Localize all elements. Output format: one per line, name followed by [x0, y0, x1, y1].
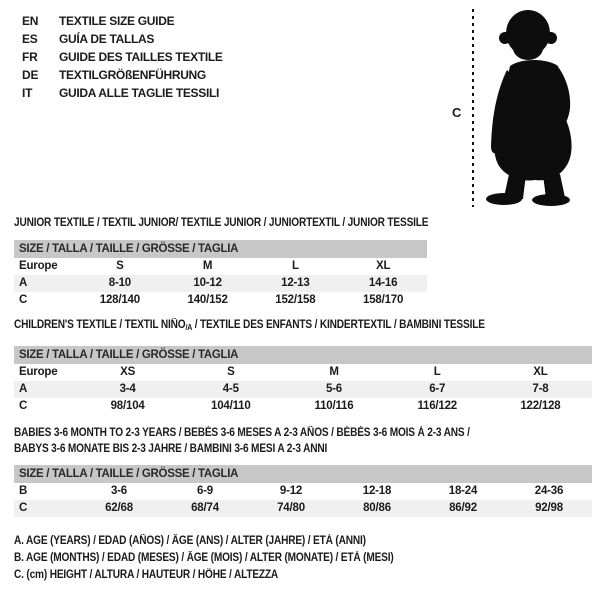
legend: [14, 533, 445, 584]
size-cell: XS: [120, 366, 136, 378]
size-cell: 104/110: [211, 400, 251, 412]
row-label: C: [19, 502, 28, 514]
size-cell: 158/170: [363, 294, 404, 306]
row-label: Europe: [19, 366, 58, 378]
babies-size-table: [14, 465, 592, 517]
size-cell: 92/98: [535, 502, 563, 514]
size-cell: 14-16: [368, 277, 398, 289]
language-code: DE: [22, 68, 39, 82]
size-cell: S: [227, 366, 235, 378]
language-code: EN: [22, 14, 39, 28]
children-size-table: [14, 346, 592, 415]
legend-line-b: B. AGE (MONTHS) / EDAD (MESES) / ÂGE (MOIS) / ALTER (MONATE) / ETÀ (MESI): [14, 552, 394, 564]
size-cell: 6-9: [196, 485, 214, 497]
size-cell: 7-8: [532, 383, 549, 395]
size-cell: 116/122: [417, 400, 457, 412]
size-cell: 8-10: [108, 277, 131, 289]
height-label-c: C: [452, 105, 462, 120]
table-row-europe: [14, 258, 427, 275]
size-cell: 122/128: [520, 400, 561, 412]
toddler-silhouette-image: [477, 6, 593, 206]
children-title-subscript: /A: [185, 323, 193, 332]
size-cell: 9-12: [279, 485, 303, 497]
size-cell: 86/92: [449, 502, 477, 514]
junior-size-table: [14, 240, 427, 309]
size-cell: 152/158: [275, 294, 316, 306]
height-measure-dashed-line: [471, 9, 475, 207]
row-label: Europe: [19, 260, 58, 272]
row-label: A: [19, 277, 28, 289]
size-cell: 98/104: [110, 400, 145, 412]
language-title: GUIDA ALLE TAGLIE TESSILI: [59, 86, 220, 100]
row-label: A: [19, 383, 28, 395]
children-section-title: [14, 319, 485, 332]
size-cell: 128/140: [99, 294, 140, 306]
language-code: FR: [22, 50, 38, 64]
babies-section-title: [14, 425, 470, 457]
size-cell: XL: [375, 260, 391, 272]
babies-title-line1: BABIES 3-6 MONTH TO 2-3 YEARS / BEBÉS 3-6 MESES A 2-3 AÑOS / BÉBÉS 3-6 MOIS À 2-3 ANS /: [14, 427, 470, 439]
language-list: [22, 12, 223, 102]
language-title: TEXTILE SIZE GUIDE: [59, 14, 175, 28]
size-cell: L: [291, 260, 299, 272]
table-row-c: [14, 398, 592, 415]
row-label: B: [19, 485, 28, 497]
language-title: GUÍA DE TALLAS: [59, 32, 155, 46]
size-cell: 5-6: [325, 383, 343, 395]
table-row-a: [14, 275, 427, 292]
table-row-a: [14, 381, 592, 398]
size-header-bar: SIZE / TALLA / TAILLE / GRÖSSE / TAGLIA: [14, 465, 592, 483]
babies-title-line2: BABYS 3-6 MONATE BIS 2-3 JAHRE / BAMBINI 3-6 MESI A 2-3 ANNI: [14, 443, 328, 455]
row-label: C: [19, 400, 28, 412]
language-title: GUIDE DES TAILLES TEXTILE: [59, 50, 223, 64]
language-row-it: [22, 84, 223, 102]
language-row-fr: [22, 48, 223, 66]
size-cell: 4-5: [222, 383, 239, 395]
junior-section-title: JUNIOR TEXTILE / TEXTIL JUNIOR/ TEXTILE JUNIOR / JUNIORTEXTIL / JUNIOR TESSILE: [14, 217, 429, 229]
table-row-b: [14, 483, 592, 500]
size-cell: 18-24: [448, 485, 478, 497]
language-row-es: [22, 30, 223, 48]
size-header-bar: SIZE / TALLA / TAILLE / GRÖSSE / TAGLIA: [14, 346, 592, 364]
size-cell: M: [202, 260, 213, 272]
size-cell: 10-12: [193, 277, 222, 289]
language-row-de: [22, 66, 223, 84]
size-cell: 68/74: [191, 502, 219, 514]
language-row-en: [22, 12, 223, 30]
size-cell: 110/116: [314, 400, 354, 412]
size-cell: 3-4: [119, 383, 136, 395]
size-cell: 6-7: [429, 383, 446, 395]
children-title-post: / TEXTILE DES ENFANTS / KINDERTEXTIL / BAMBINI TESSILE: [192, 319, 485, 331]
language-title: TEXTILGRÖßENFÜHRUNG: [59, 68, 206, 82]
language-code: ES: [22, 32, 38, 46]
size-cell: 3-6: [110, 485, 128, 497]
size-cell: 140/152: [187, 294, 228, 306]
size-cell: 12-18: [362, 485, 392, 497]
size-cell: S: [116, 260, 124, 272]
table-row-europe: [14, 364, 592, 381]
table-row-c: [14, 292, 427, 309]
children-title-pre: CHILDREN'S TEXTILE / TEXTIL NIÑO: [14, 319, 186, 331]
size-cell: L: [433, 366, 441, 378]
size-cell: 74/80: [277, 502, 305, 514]
legend-line-a: A. AGE (YEARS) / EDAD (AÑOS) / ÂGE (ANS) / ALTER (JAHRE) / ETÀ (ANNI): [14, 535, 366, 547]
table-row-c: [14, 500, 592, 517]
row-label: C: [19, 294, 28, 306]
size-cell: M: [329, 366, 339, 378]
size-cell: XL: [533, 366, 548, 378]
size-cell: 62/68: [105, 502, 133, 514]
legend-line-c: C. (cm) HEIGHT / ALTURA / HAUTEUR / HÖHE / ALTEZZA: [14, 569, 279, 581]
size-cell: 12-13: [281, 277, 310, 289]
language-code: IT: [22, 86, 33, 100]
size-cell: 80/86: [363, 502, 391, 514]
size-cell: 24-36: [534, 485, 564, 497]
size-header-bar: SIZE / TALLA / TAILLE / GRÖSSE / TAGLIA: [14, 240, 427, 258]
